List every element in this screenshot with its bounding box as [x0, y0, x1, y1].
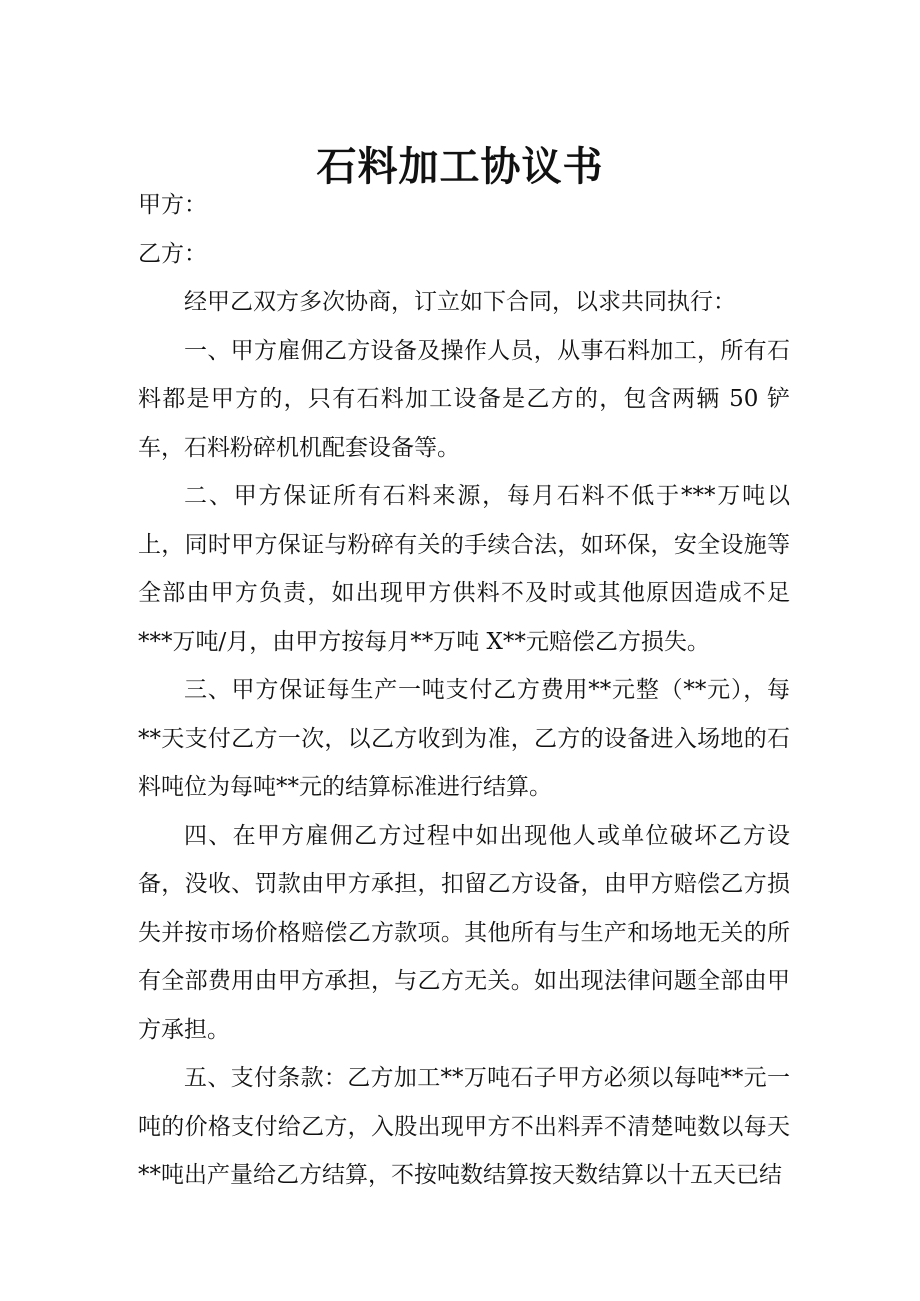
document-title: 石料加工协议书 — [316, 142, 604, 190]
clause-5-paragraph: 五、支付条款：乙方加工**万吨石子甲方必须以每吨**元一吨的价格支付给乙方，入股出现甲方不出料弄不清楚吨数以每天**吨出产量给乙方结算，不按吨数结算按天数结算以十五天已结 — [138, 1065, 790, 1188]
clause-3-paragraph: 三、甲方保证每生产一吨支付乙方费用**元整（**元），每**天支付乙方一次，以乙方收到为准，乙方的设备进入场地的石料吨位为每吨**元的结算标准进行结算。 — [138, 677, 790, 800]
clause-2-paragraph: 二、甲方保证所有石料来源，每月石料不低于***万吨以上，同时甲方保证与粉碎有关的手续合法，如环保，安全设施等全部由甲方负责，如出现甲方供料不及时或其他原因造成不足***万吨/月，由甲方按每月**万吨 X**元赔偿乙方损失。 — [138, 483, 790, 655]
clause-1-paragraph: 一、甲方雇佣乙方设备及操作人员，从事石料加工，所有石料都是甲方的，只有石料加工设备是乙方的，包含两辆 50 铲车，石料粉碎机机配套设备等。 — [138, 337, 790, 461]
party-b-line: 乙方： — [138, 240, 207, 267]
party-a-line: 甲方： — [138, 192, 207, 218]
intro-paragraph: 经甲乙双方多次协商，订立如下合同，以求共同执行： — [184, 289, 736, 315]
document-body — [138, 181, 790, 1200]
clause-4-paragraph: 四、在甲方雇佣乙方过程中如出现他人或单位破坏乙方设备，没收、罚款由甲方承担，扣留乙方设备，由甲方赔偿乙方损失并按市场价格赔偿乙方款项。其他所有与生产和场地无关的所有全部费用由甲方承担，与乙方无关。如出现法律问题全部由甲方承担。 — [138, 822, 790, 1043]
